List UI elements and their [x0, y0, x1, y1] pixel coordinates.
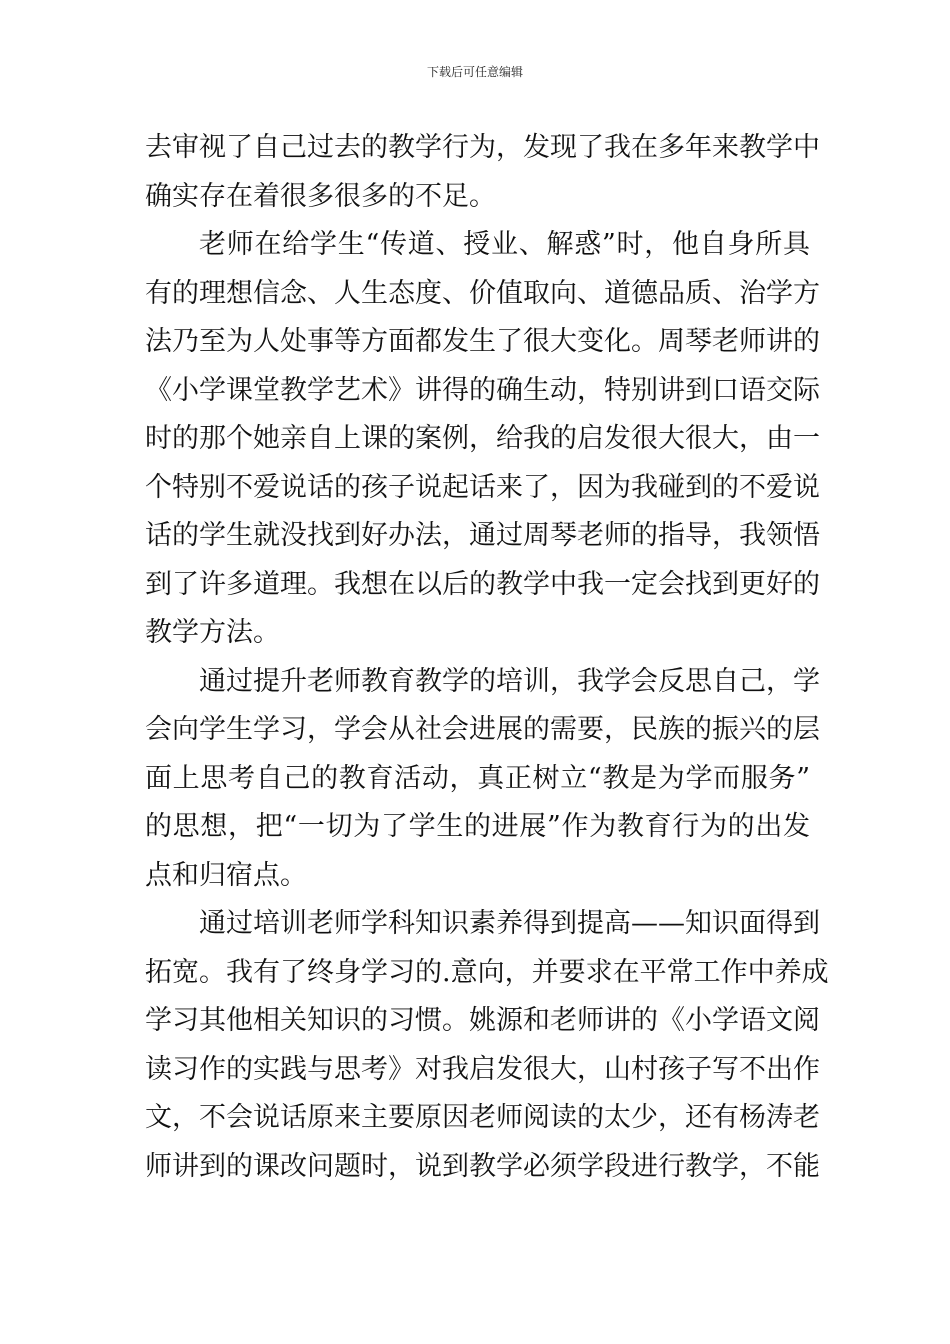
text-line: 法乃至为人处事等方面都发生了很大变化。周琴老师讲的	[145, 326, 820, 357]
text-line: 通过提升老师教育教学的培训，我学会反思自己，学	[199, 665, 820, 697]
text-line: 师讲到的课改问题时，说到教学必须学段进行教学，不能	[145, 1150, 820, 1182]
paragraph	[145, 124, 820, 221]
page-header: 下载后可任意编辑	[426, 65, 523, 79]
text-line: 个特别不爱说话的孩子说起话来了，因为我碰到的不爱说	[145, 471, 820, 503]
text-line: 通过培训老师学科知识素养得到提高——知识面得到	[199, 908, 820, 939]
text-line: 面上思考自己的教育活动，真正树立“教是为学而服务”	[145, 762, 810, 794]
document-body	[145, 124, 829, 1191]
text-line: 读习作的实践与思考》对我启发很大，山村孩子写不出作	[145, 1053, 820, 1085]
text-line: 文，不会说话原来主要原因老师阅读的太少，还有杨涛老	[145, 1102, 820, 1133]
text-line: 点和归宿点。	[145, 859, 307, 891]
text-line: 拓宽。我有了终身学习的.意向，并要求在平常工作中养成	[145, 956, 829, 988]
text-line: 去审视了自己过去的教学行为，发现了我在多年来教学中	[145, 132, 820, 163]
paragraph	[145, 900, 829, 1191]
text-line: 话的学生就没找到好办法，通过周琴老师的指导，我领悟	[145, 520, 820, 551]
text-line: 时的那个她亲自上课的案例，给我的启发很大很大，由一	[145, 423, 820, 454]
paragraph	[145, 221, 820, 658]
text-line: 学习其他相关知识的习惯。姚源和老师讲的《小学语文阅	[145, 1005, 820, 1036]
text-line: 的思想，把“一切为了学生的进展”作为教育行为的出发	[145, 811, 810, 842]
text-line: 有的理想信念、人生态度、价值取向、道德品质、治学方	[145, 277, 820, 309]
text-line: 会向学生学习，学会从社会进展的需要，民族的振兴的层	[145, 714, 820, 745]
paragraph	[145, 658, 820, 901]
text-line: 老师在给学生“传道、授业、解惑”时，他自身所具	[199, 229, 810, 260]
text-line: 《小学课堂教学艺术》讲得的确生动，特别讲到口语交际	[145, 374, 820, 406]
text-line: 到了许多道理。我想在以后的教学中我一定会找到更好的	[145, 568, 820, 600]
text-line: 教学方法。	[145, 617, 280, 648]
text-line: 确实存在着很多很多的不足。	[145, 180, 496, 212]
